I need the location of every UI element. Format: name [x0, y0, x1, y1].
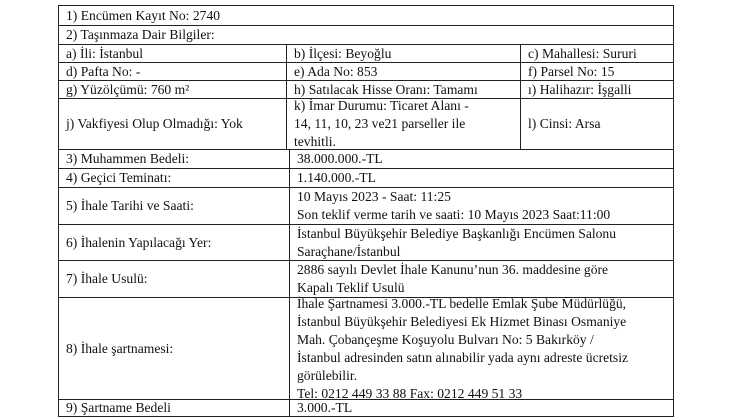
row-registry-no: [59, 6, 673, 25]
auction-venue-label: 6) İhalenin Yapılacağı Yer:: [66, 234, 212, 250]
zoning-line-3: tevhitli.: [294, 134, 336, 149]
current-status: ı) Halihazır: İşgalli: [520, 81, 673, 98]
auction-method-label: 7) İhale Usulü:: [66, 271, 148, 286]
estimated-price-value: 38.000.000.-TL: [289, 150, 673, 168]
bid-deadline-line: Son teklif verme tarih ve saati: 10 Mayıs 2023 Saat:11:00: [297, 207, 611, 222]
row-location: [59, 44, 673, 62]
province: a) İli: İstanbul: [66, 45, 144, 61]
row-temporary-deposit: [59, 168, 673, 187]
share-ratio: h) Satılacak Hisse Oranı: Tamamı: [286, 81, 520, 98]
row-zoning: [59, 98, 673, 149]
row-parcel-ids: [59, 62, 673, 80]
foundation-status: j) Vakfiyesi Olup Olmadığı: Yok: [66, 116, 243, 131]
venue-line-2: Saraçhane/İstanbul: [297, 243, 401, 259]
row-auction-datetime: [59, 187, 673, 224]
property-info-heading: 2) Taşınmaza Dair Bilgiler:: [66, 27, 215, 42]
spec-contact-line: Tel: 0212 449 33 88 Fax: 0212 449 51 33: [297, 385, 523, 401]
row-specification: [59, 297, 673, 399]
method-line-2: Kapalı Teklif Usulü: [297, 280, 405, 295]
auction-datetime-value: [289, 188, 673, 224]
auction-venue-value: [289, 225, 673, 260]
method-line-1: 2886 sayılı Devlet İhale Kanunu’nun 36. maddesine göre: [297, 262, 609, 277]
row-area: [59, 80, 673, 98]
row-auction-venue: [59, 224, 673, 260]
row-estimated-price: [59, 149, 673, 168]
sheet-no: d) Pafta No: -: [66, 63, 141, 79]
spec-line-5: görülebilir.: [297, 367, 358, 383]
spec-line-3: Mah. Çobançeşme Koşuyolu Bulvarı No: 5 Bakırköy /: [297, 331, 594, 347]
spec-line-2: İstanbul Büyükşehir Belediyesi Ek Hizmet Binası Osmaniye: [297, 313, 627, 329]
property-type: l) Cinsi: Arsa: [520, 99, 673, 149]
specification-fee-value: 3.000.-TL: [289, 400, 673, 416]
parcel-no: f) Parsel No: 15: [520, 63, 673, 80]
area: g) Yüzölçümü: 760 m²: [66, 81, 190, 97]
auction-info-table: [58, 5, 674, 417]
venue-line-1: İstanbul Büyükşehir Belediye Başkanlığı Encümen Salonu: [297, 225, 617, 241]
estimated-price-label: 3) Muhammen Bedeli:: [66, 151, 190, 166]
specification-value: [289, 295, 673, 401]
auction-method-value: [289, 261, 673, 297]
temporary-deposit-label: 4) Geçici Teminatı:: [66, 170, 172, 185]
zoning-status: [286, 99, 520, 149]
district: b) İlçesi: Beyoğlu: [286, 45, 520, 62]
auction-date-line: 10 Mayıs 2023 - Saat: 11:25: [297, 189, 451, 204]
row-property-info-header: [59, 25, 673, 44]
specification-label: 8) İhale şartnamesi:: [66, 340, 174, 356]
neighborhood: c) Mahallesi: Sururi: [520, 45, 673, 62]
row-specification-fee: [59, 399, 673, 416]
temporary-deposit-value: 1.140.000.-TL: [289, 169, 673, 187]
row-auction-method: [59, 260, 673, 297]
block-no: e) Ada No: 853: [286, 63, 520, 80]
registry-no: 1) Encümen Kayıt No: 2740: [66, 7, 221, 23]
spec-line-1: İhale Şartnamesi 3.000.-TL bedelle Emlak Şube Müdürlüğü,: [297, 295, 627, 311]
zoning-line-1: k) İmar Durumu: Ticaret Alanı -: [294, 98, 469, 113]
spec-line-4: İstanbul adresinden satın alınabilir yada aynı adreste ücretsiz: [297, 349, 629, 365]
zoning-line-2: 14, 11, 10, 23 ve21 parseller ile: [294, 116, 466, 131]
auction-datetime-label: 5) İhale Tarihi ve Saati:: [66, 198, 194, 213]
specification-fee-label: 9) Şartname Bedeli: [66, 400, 171, 415]
